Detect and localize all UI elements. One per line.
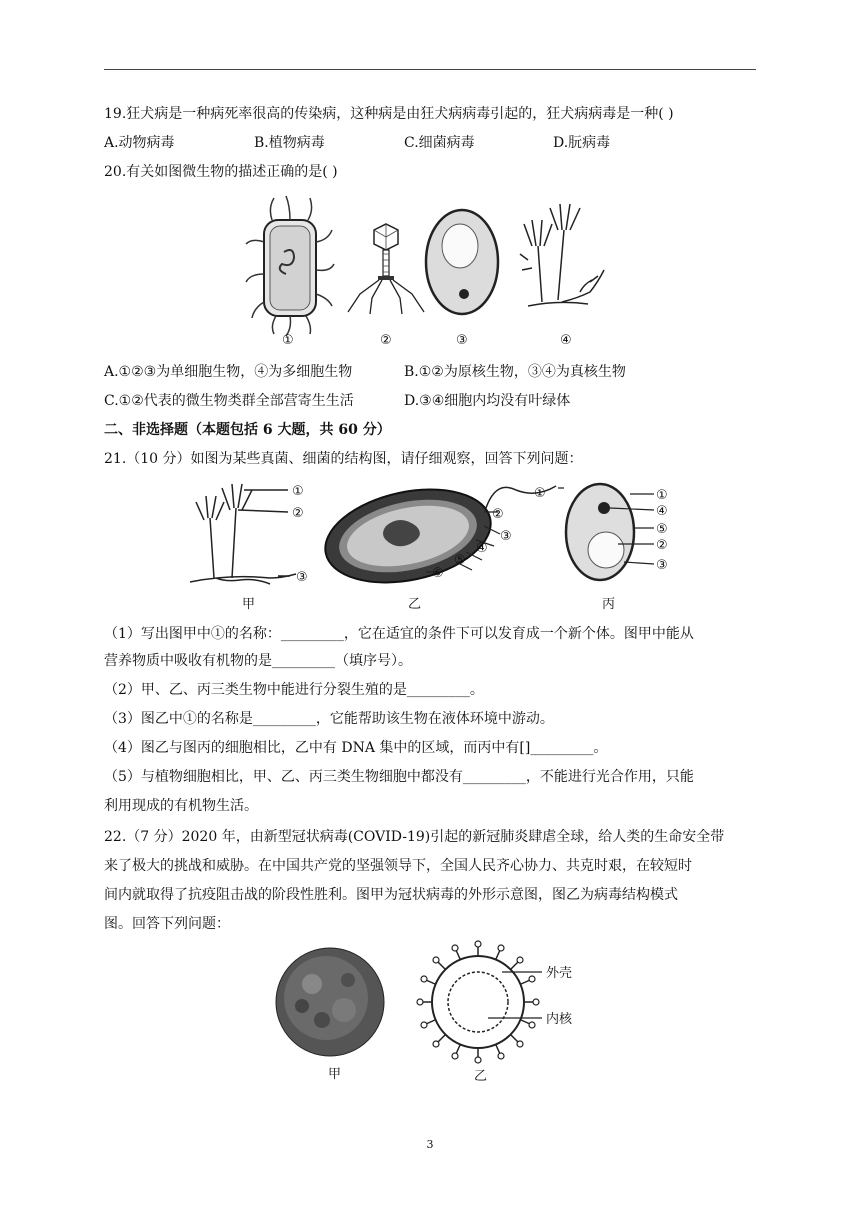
header-rule — [104, 69, 756, 70]
q21-part2: （2）甲、乙、丙三类生物中能进行分裂生殖的是_________。 — [104, 682, 484, 698]
q21-yi-label-6: ⑥ — [432, 566, 444, 581]
q20-option-b: B.①②为原核生物，③④为真核生物 — [404, 364, 626, 380]
q21-part4: （4）图乙与图丙的细胞相比，乙中有 DNA 集中的区域，而丙中有[]_________。 — [104, 740, 608, 756]
q21-caption-bing: 丙 — [602, 597, 616, 612]
q20-fig-label-4: ④ — [560, 333, 572, 348]
q20-microorganisms-figure — [232, 190, 612, 350]
section-heading: 二、非选择题（本题包括 6 大题，共 60 分） — [104, 422, 391, 438]
q22-line3: 间内就取得了抗疫阻击战的阶段性胜利。图甲为冠状病毒的外形示意图，图乙为病毒结构模式 — [104, 887, 678, 903]
yeast-cell-illustration — [426, 210, 498, 314]
q22-line1: 22.（7 分）2020 年，由新型冠状病毒(COVID-19)引起的新冠肺炎肆虐全球，给人类的生命安全带 — [104, 829, 725, 845]
q21-part5-line1: （5）与植物细胞相比，甲、乙、丙三类生物细胞中都没有_________，不能进行光合作用，只能 — [104, 769, 694, 785]
q21-yi-label-5: ⑤ — [454, 553, 466, 568]
q21-caption-jia: 甲 — [242, 597, 256, 612]
coronavirus-structure-illustration — [417, 941, 542, 1063]
q21-part3: （3）图乙中①的名称是_________，它能帮助该生物在液体环境中游动。 — [104, 711, 554, 727]
q21-bing-label-5: ⑤ — [656, 522, 668, 537]
q20-fig-label-2: ② — [380, 333, 392, 348]
q22-label-shell: 外壳 — [546, 966, 573, 981]
q22-caption-jia: 甲 — [328, 1067, 342, 1082]
q20-fig-label-1: ① — [282, 333, 294, 348]
mold-structure-illustration — [190, 484, 296, 584]
q21-yi-label-4: ④ — [476, 541, 488, 556]
bacterium-illustration — [246, 196, 334, 336]
q21-stem: 21.（10 分）如图为某些真菌、细菌的结构图，请仔细观察，回答下列问题： — [104, 451, 583, 467]
q20-fig-label-3: ③ — [456, 333, 468, 348]
q21-part5-line2: 利用现成的有机物生活。 — [104, 798, 258, 814]
q21-bing-label-2: ② — [656, 538, 668, 553]
page-number: 3 — [426, 1138, 434, 1151]
q21-part1-line1: （1）写出图甲中①的名称：_________，它在适宜的条件下可以发育成一个新个体。图甲中能从 — [104, 626, 694, 642]
q21-caption-yi: 乙 — [408, 597, 422, 612]
q21-structures-figure — [186, 478, 686, 618]
q22-line4: 图。回答下列问题： — [104, 916, 230, 932]
q21-part1-line2: 营养物质中吸收有机物的是_________（填序号）。 — [104, 653, 412, 669]
mold-illustration — [520, 204, 604, 306]
q20-option-d: D.③④细胞内均没有叶绿体 — [404, 393, 571, 409]
q20-stem: 20.有关如图微生物的描述正确的是( ) — [104, 164, 338, 180]
yeast-structure-illustration — [566, 484, 654, 580]
q19-stem: 19.狂犬病是一种病死率很高的传染病，这种病是由狂犬病病毒引起的，狂犬病病毒是一种( ) — [104, 106, 674, 122]
q21-jia-label-1: ① — [292, 484, 304, 499]
q22-caption-yi: 乙 — [474, 1069, 488, 1084]
q20-option-c: C.①②代表的微生物类群全部营寄生生活 — [104, 393, 354, 409]
q19-option-c: C.细菌病毒 — [404, 135, 475, 151]
q21-yi-label-3: ③ — [500, 529, 512, 544]
coronavirus-exterior-illustration — [276, 948, 384, 1056]
q22-label-core: 内核 — [546, 1012, 573, 1027]
bacteriophage-illustration — [348, 224, 424, 314]
q21-bing-label-4: ④ — [656, 504, 668, 519]
q21-bing-label-1: ① — [656, 488, 668, 503]
q21-jia-label-3: ③ — [296, 570, 308, 585]
q19-option-b: B.植物病毒 — [254, 135, 325, 151]
q21-yi-label-2: ② — [492, 507, 504, 522]
q21-bing-label-3: ③ — [656, 558, 668, 573]
q19-option-d: D.朊病毒 — [553, 135, 611, 151]
q20-option-a: A.①②③为单细胞生物，④为多细胞生物 — [104, 364, 353, 380]
q22-line2: 来了极大的挑战和威胁。在中国共产党的坚强领导下，全国人民齐心协力、共克时艰，在较短时 — [104, 858, 692, 874]
q19-option-a: A.动物病毒 — [104, 135, 175, 151]
q21-yi-label-1: ① — [534, 486, 546, 501]
q22-coronavirus-figure — [262, 940, 602, 1090]
q21-jia-label-2: ② — [292, 506, 304, 521]
